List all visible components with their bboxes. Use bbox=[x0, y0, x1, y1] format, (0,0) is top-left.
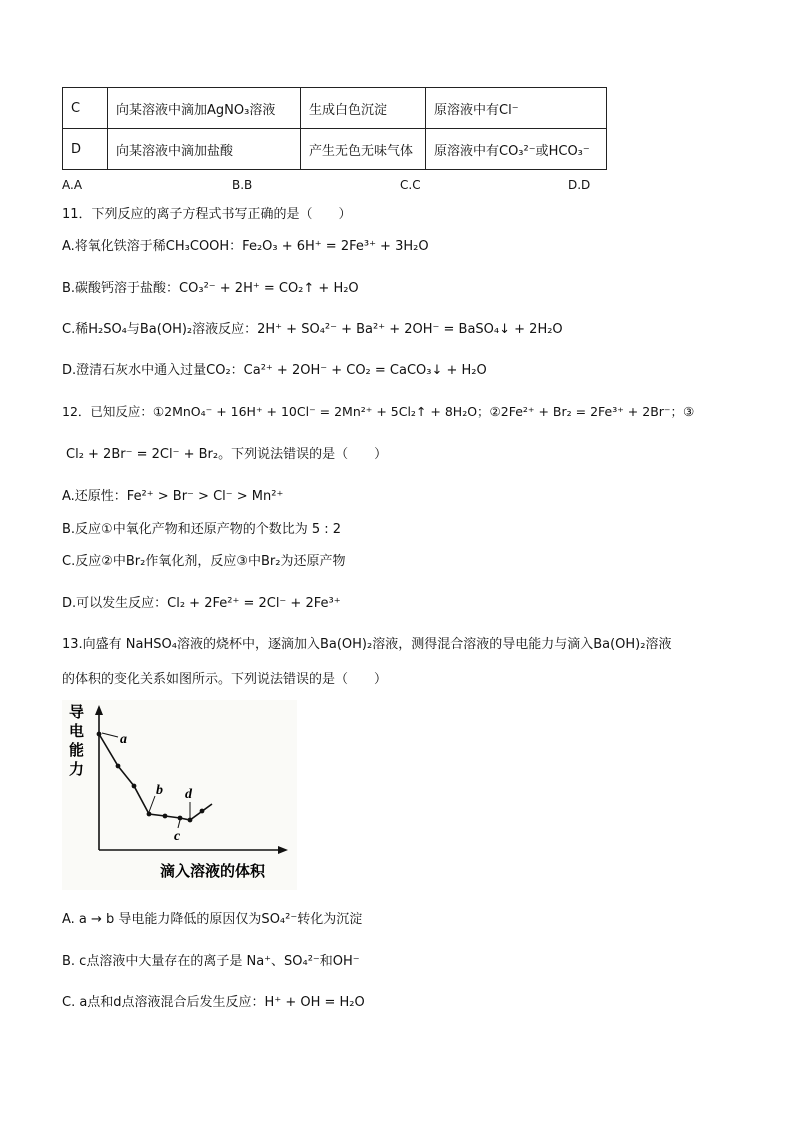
q12-stem-line2: Cl₂ + 2Br⁻ = 2Cl⁻ + Br₂。下列说法错误的是（ ） bbox=[66, 447, 388, 462]
q12-option-b: B.反应①中氧化产物和还原产物的个数比为 5 : 2 bbox=[62, 522, 342, 537]
point-c bbox=[178, 816, 183, 821]
row-phenomenon: 产生无色无味气体 bbox=[301, 129, 426, 170]
curve-point bbox=[200, 809, 205, 814]
row-label: D bbox=[63, 129, 108, 170]
q13-stem-line2: 的体积的变化关系如图所示。下列说法错误的是（ ） bbox=[62, 672, 388, 687]
q11-option-d: D.澄清石灰水中通入过量CO₂：Ca²⁺ + 2OH⁻ + CO₂ = CaCO₃↓ + H₂O bbox=[62, 363, 487, 378]
options-table bbox=[62, 87, 607, 170]
table-row bbox=[63, 129, 607, 170]
answer-b: B.B bbox=[232, 178, 253, 192]
q12-stem-line1: 12．已知反应：①2MnO₄⁻ + 16H⁺ + 10Cl⁻ = 2Mn²⁺ + 5Cl₂↑ + 8H₂O；②2Fe²⁺ + Br₂ = 2Fe³⁺ + 2Br⁻；③ bbox=[62, 404, 695, 419]
xlabel: 滴入溶液的体积 bbox=[160, 862, 266, 880]
row-operation: 向某溶液中滴加AgNO₃溶液 bbox=[108, 88, 301, 129]
ylabel-char: 电 bbox=[69, 722, 85, 740]
q13-option-a: A. a → b 导电能力降低的原因仅为SO₄²⁻转化为沉淀 bbox=[62, 912, 363, 927]
point-b bbox=[147, 812, 152, 817]
q12-option-c: C.反应②中Br₂作氧化剂，反应③中Br₂为还原产物 bbox=[62, 554, 346, 569]
answer-c: C.C bbox=[400, 178, 421, 192]
conductivity-graph bbox=[62, 700, 297, 890]
label-a: a bbox=[120, 732, 127, 747]
answer-a: A.A bbox=[62, 178, 83, 192]
q11-stem: 11．下列反应的离子方程式书写正确的是（ ） bbox=[62, 207, 352, 222]
curve-point bbox=[163, 814, 168, 819]
q11-option-b: B.碳酸钙溶于盐酸：CO₃²⁻ + 2H⁺ = CO₂↑ + H₂O bbox=[62, 281, 359, 296]
q12-option-d: D.可以发生反应：Cl₂ + 2Fe²⁺ = 2Cl⁻ + 2Fe³⁺ bbox=[62, 596, 341, 611]
q13-option-c: C. a点和d点溶液混合后发生反应：H⁺ + OH = H₂O bbox=[62, 995, 365, 1010]
q13-stem-line1: 13.向盛有 NaHSO₄溶液的烧杯中，逐滴加入Ba(OH)₂溶液，测得混合溶液的导电能力与滴入Ba(OH)₂溶液 bbox=[62, 637, 672, 652]
q12-option-a: A.还原性：Fe²⁺ > Br⁻ > Cl⁻ > Mn²⁺ bbox=[62, 489, 284, 504]
ylabel-char: 能 bbox=[69, 741, 85, 759]
row-conclusion: 原溶液中有Cl⁻ bbox=[426, 88, 607, 129]
row-label: C bbox=[63, 88, 108, 129]
row-conclusion: 原溶液中有CO₃²⁻或HCO₃⁻ bbox=[426, 129, 607, 170]
row-operation: 向某溶液中滴加盐酸 bbox=[108, 129, 301, 170]
curve-point bbox=[116, 764, 121, 769]
row-phenomenon: 生成白色沉淀 bbox=[301, 88, 426, 129]
curve-point bbox=[132, 784, 137, 789]
q13-option-b: B. c点溶液中大量存在的离子是 Na⁺、SO₄²⁻和OH⁻ bbox=[62, 954, 360, 969]
q11-option-c: C.稀H₂SO₄与Ba(OH)₂溶液反应：2H⁺ + SO₄²⁻ + Ba²⁺ + 2OH⁻ = BaSO₄↓ + 2H₂O bbox=[62, 322, 563, 337]
label-d: d bbox=[185, 787, 192, 802]
label-b: b bbox=[156, 783, 163, 798]
label-c: c bbox=[174, 829, 181, 844]
answer-d: D.D bbox=[568, 178, 591, 192]
point-a bbox=[97, 732, 102, 737]
table-row bbox=[63, 88, 607, 129]
point-d bbox=[188, 818, 193, 823]
ylabel-char: 导 bbox=[69, 703, 85, 721]
ylabel-char: 力 bbox=[69, 760, 85, 778]
q11-option-a: A.将氧化铁溶于稀CH₃COOH：Fe₂O₃ + 6H⁺ = 2Fe³⁺ + 3H₂O bbox=[62, 239, 429, 254]
